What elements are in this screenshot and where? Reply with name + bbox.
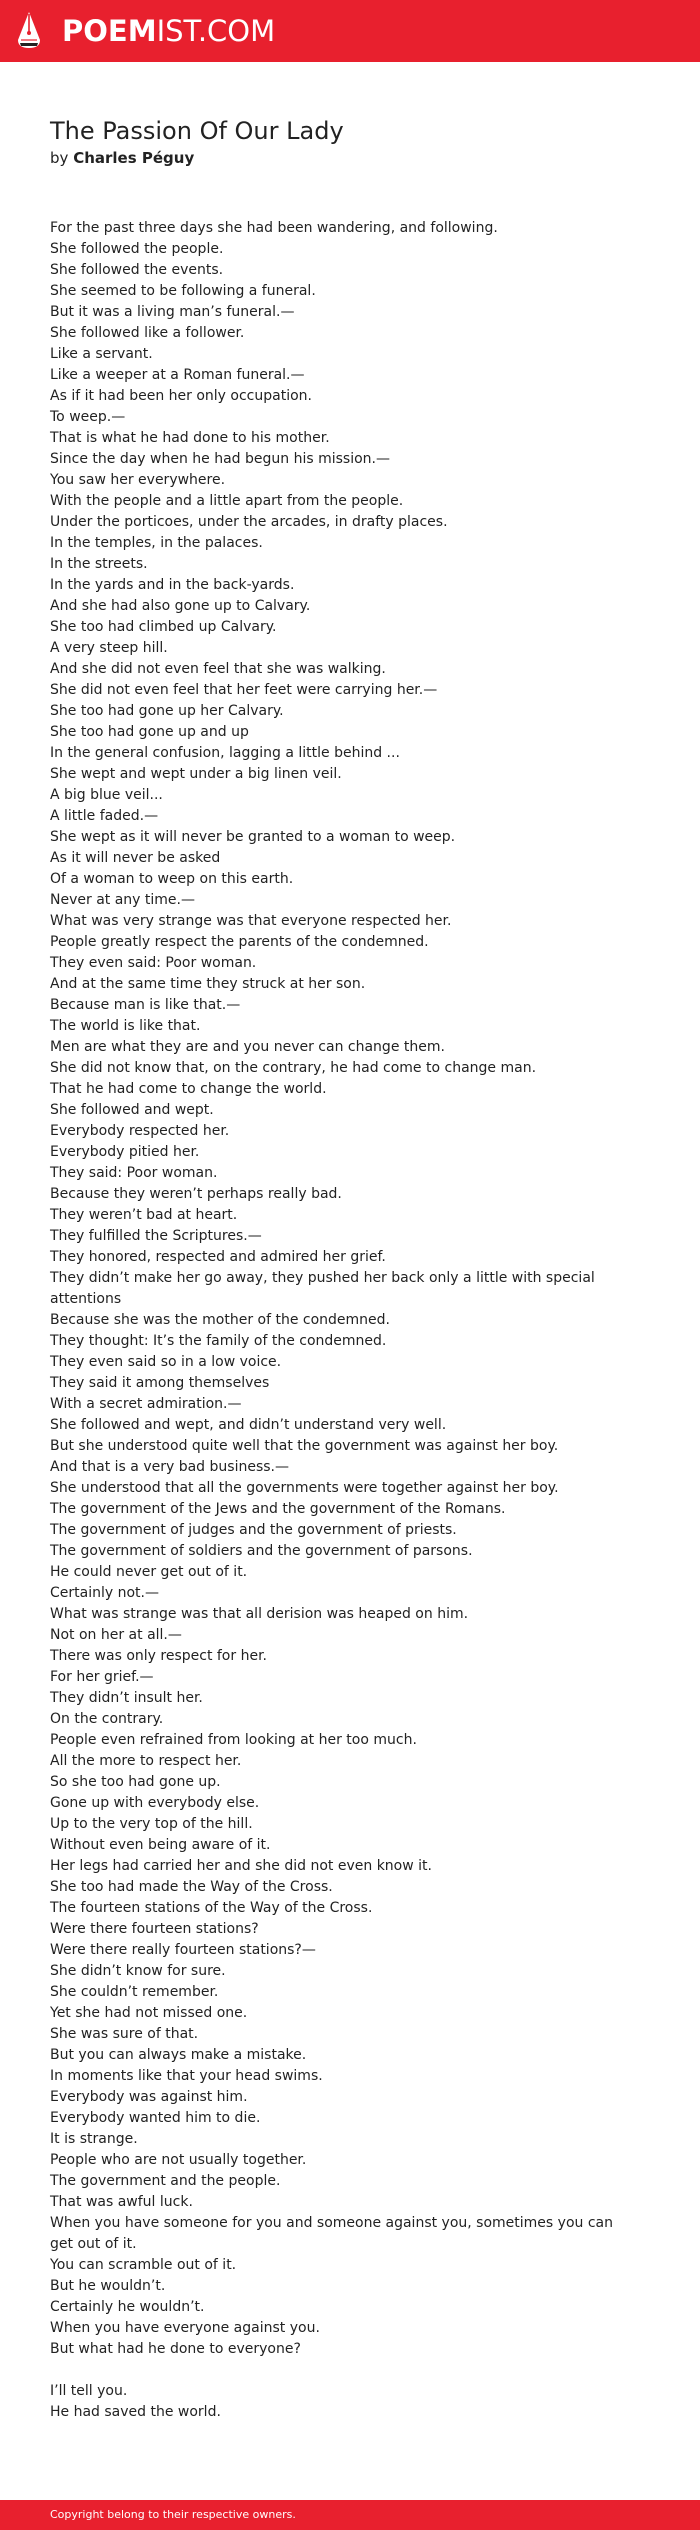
poem-line: Not on her at all.—	[50, 1627, 182, 1643]
poem-line: She followed and wept, and didn’t understand very well.	[50, 1417, 447, 1433]
poem-line: Like a weeper at a Roman funeral.—	[50, 367, 305, 383]
poem-line: In moments like that your head swims.	[50, 2068, 323, 2084]
poem-line: As if it had been her only occupation.	[50, 388, 312, 404]
poem-line: She followed the people.	[50, 241, 224, 257]
poem-line: And she had also gone up to Calvary.	[50, 598, 311, 614]
poem-line: Were there really fourteen stations?—	[50, 1942, 316, 1958]
poem-line: And at the same time they struck at her son.	[50, 976, 366, 992]
poem-line: All the more to respect her.	[50, 1753, 242, 1769]
logo-light-text: IST.COM	[156, 14, 276, 48]
poem-line: With a secret admiration.—	[50, 1396, 242, 1412]
logo-bold-text: POEM	[62, 14, 157, 48]
poem-line: In the yards and in the back-yards.	[50, 577, 295, 593]
poem-line: The government of judges and the government of priests.	[50, 1522, 457, 1538]
poem-line: You can scramble out of it.	[50, 2257, 237, 2273]
poem-line: The government of the Jews and the government of the Romans.	[50, 1501, 506, 1517]
poem-line: They said: Poor woman.	[50, 1165, 218, 1181]
poem-line: People greatly respect the parents of the condemned.	[50, 934, 429, 950]
poem-line: She did not even feel that her feet were carrying her.—	[50, 682, 438, 698]
poem-line: He had saved the world.	[50, 2404, 221, 2420]
poem-line: She too had climbed up Calvary.	[50, 619, 277, 635]
poem-line: Under the porticoes, under the arcades, in drafty places.	[50, 514, 448, 530]
poem-line: Her legs had carried her and she did not even know it.	[50, 1858, 432, 1874]
poem-line: She followed the events.	[50, 262, 224, 278]
poem-line: I’ll tell you.	[50, 2383, 128, 2399]
poem-line: She didn’t know for sure.	[50, 1963, 226, 1979]
poem-line: Since the day when he had begun his mission.—	[50, 451, 391, 467]
pen-nib-icon	[16, 10, 42, 50]
poem-line: There was only respect for her.	[50, 1648, 267, 1664]
poem-line: They didn’t make her go away, they pushed her back only a little with special attentions	[50, 1270, 595, 1307]
poem-line: She too had gone up and up	[50, 724, 249, 740]
poem-line: The government and the people.	[50, 2173, 281, 2189]
poem-line: But what had he done to everyone?	[50, 2341, 301, 2357]
author-link[interactable]: Charles Péguy	[73, 149, 195, 167]
poem-line: She followed like a follower.	[50, 325, 245, 341]
poem-line: She was sure of that.	[50, 2026, 199, 2042]
poem-line: In the general confusion, lagging a little behind ...	[50, 745, 400, 761]
poem-line: When you have everyone against you.	[50, 2320, 320, 2336]
byline-prefix: by	[50, 149, 69, 167]
poem-line: They thought: It’s the family of the condemned.	[50, 1333, 387, 1349]
poem-line: Men are what they are and you never can change them.	[50, 1039, 445, 1055]
poem-line: For her grief.—	[50, 1669, 154, 1685]
poem-line: Everybody pitied her.	[50, 1144, 200, 1160]
poem-line: She too had made the Way of the Cross.	[50, 1879, 333, 1895]
poem-line: A very steep hill.	[50, 640, 168, 656]
poem-line: Without even being aware of it.	[50, 1837, 271, 1853]
poem-line: In the streets.	[50, 556, 148, 572]
poem-line: Never at any time.—	[50, 892, 195, 908]
poem-line: What was strange was that all derision was heaped on him.	[50, 1606, 469, 1622]
poem-line: They even said: Poor woman.	[50, 955, 257, 971]
poem-line: But she understood quite well that the government was against her boy.	[50, 1438, 559, 1454]
poem-line: Gone up with everybody else.	[50, 1795, 260, 1811]
poem-line: For the past three days she had been wandering, and following.	[50, 220, 498, 236]
poem-line: The government of soldiers and the government of parsons.	[50, 1543, 473, 1559]
poem-line: People who are not usually together.	[50, 2152, 307, 2168]
poem-body	[50, 218, 630, 2423]
poem-line: Certainly he wouldn’t.	[50, 2299, 205, 2315]
poem-line: But you can always make a mistake.	[50, 2047, 307, 2063]
poem-line: As it will never be asked	[50, 850, 221, 866]
poem-line: Were there fourteen stations?	[50, 1921, 259, 1937]
poem-line: Because she was the mother of the condemned.	[50, 1312, 391, 1328]
poem-line: She did not know that, on the contrary, he had come to change man.	[50, 1060, 537, 1076]
poem-line: That was awful luck.	[50, 2194, 193, 2210]
poem-line: And she did not even feel that she was walking.	[50, 661, 386, 677]
poem-line: That is what he had done to his mother.	[50, 430, 330, 446]
poem-line: A big blue veil...	[50, 787, 163, 803]
poem-line: Everybody respected her.	[50, 1123, 230, 1139]
poem-line: She wept as it will never be granted to a woman to weep.	[50, 829, 456, 845]
poem-line: The world is like that.	[50, 1018, 201, 1034]
poem-line: Everybody wanted him to die.	[50, 2110, 261, 2126]
poem-line: So she too had gone up.	[50, 1774, 221, 1790]
poem-line: Of a woman to weep on this earth.	[50, 871, 294, 887]
poem-line: Yet she had not missed one.	[50, 2005, 248, 2021]
poem-line: She wept and wept under a big linen veil.	[50, 766, 342, 782]
site-logo-link[interactable]	[62, 13, 275, 49]
poem-line: You saw her everywhere.	[50, 472, 226, 488]
poem-line: But it was a living man’s funeral.—	[50, 304, 295, 320]
poem-line: They said it among themselves	[50, 1375, 270, 1391]
poem-line: People even refrained from looking at her too much.	[50, 1732, 417, 1748]
poem-line: She couldn’t remember.	[50, 1984, 219, 2000]
poem-line: They even said so in a low voice.	[50, 1354, 282, 1370]
poem-line: She understood that all the governments were together against her boy.	[50, 1480, 559, 1496]
site-footer	[0, 2500, 700, 2530]
poem-line: Because man is like that.—	[50, 997, 241, 1013]
poem-line: She too had gone up her Calvary.	[50, 703, 284, 719]
poem-line: Like a servant.	[50, 346, 153, 362]
poem-line: He could never get out of it.	[50, 1564, 248, 1580]
poem-line: She seemed to be following a funeral.	[50, 283, 316, 299]
poem-line: Everybody was against him.	[50, 2089, 248, 2105]
poem-line: It is strange.	[50, 2131, 138, 2147]
site-header	[0, 0, 700, 62]
poem-line: With the people and a little apart from the people.	[50, 493, 404, 509]
poem-line: Up to the very top of the hill.	[50, 1816, 253, 1832]
poem-line: They weren’t bad at heart.	[50, 1207, 238, 1223]
poem-line: They honored, respected and admired her grief.	[50, 1249, 386, 1265]
poem-byline	[50, 148, 194, 168]
poem-line: What was very strange was that everyone respected her.	[50, 913, 452, 929]
poem-line: Because they weren’t perhaps really bad.	[50, 1186, 342, 1202]
poem-line: On the contrary.	[50, 1711, 164, 1727]
poem-line: But he wouldn’t.	[50, 2278, 166, 2294]
poem-line: And that is a very bad business.—	[50, 1459, 289, 1475]
copyright-text: Copyright belong to their respective owners.	[50, 2508, 296, 2521]
poem-line: That he had come to change the world.	[50, 1081, 327, 1097]
poem-line: A little faded.—	[50, 808, 159, 824]
poem-line: They didn’t insult her.	[50, 1690, 203, 1706]
poem-line: She followed and wept.	[50, 1102, 214, 1118]
poem-line: To weep.—	[50, 409, 126, 425]
stanza-break	[50, 2360, 630, 2381]
poem-line: They fulfilled the Scriptures.—	[50, 1228, 262, 1244]
poem-line: The fourteen stations of the Way of the Cross.	[50, 1900, 373, 1916]
poem-line: When you have someone for you and someone against you, sometimes you can get out of it.	[50, 2215, 613, 2252]
poem-title: The Passion Of Our Lady	[50, 117, 344, 145]
poem-line: Certainly not.—	[50, 1585, 159, 1601]
poem-line: In the temples, in the palaces.	[50, 535, 263, 551]
